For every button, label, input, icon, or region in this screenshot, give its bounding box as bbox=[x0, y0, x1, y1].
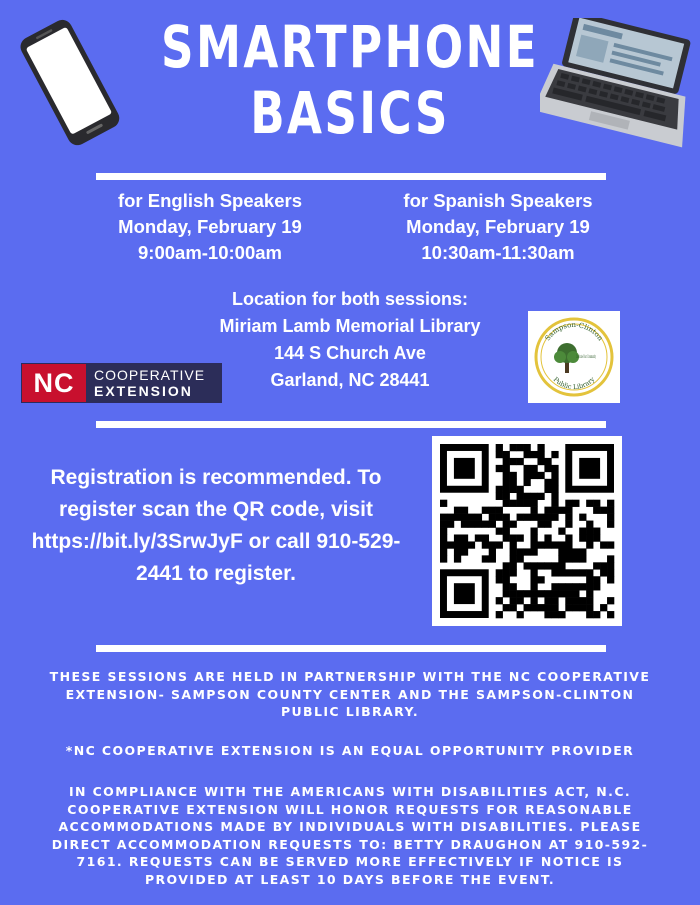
nc-cooperative-extension-logo bbox=[21, 363, 222, 403]
session-spanish bbox=[378, 188, 618, 266]
session-english-date: Monday, February 19 bbox=[118, 216, 302, 237]
location-street: 144 S Church Ave bbox=[274, 343, 426, 363]
location-heading: Location for both sessions: bbox=[231, 289, 468, 309]
registration-text: Registration is recommended. To register scan the QR code, visit https://bit.ly/3SrwJyF or call 910-529-2441 to register. bbox=[31, 466, 401, 585]
location-name: Miriam Lamb Memorial Library bbox=[219, 316, 481, 336]
session-english-audience: for English Speakers bbox=[117, 190, 303, 211]
smartphone-icon bbox=[14, 18, 124, 148]
library-seal-icon bbox=[528, 311, 620, 403]
location-city: Garland, NC 28441 bbox=[270, 370, 430, 390]
library-logo bbox=[528, 311, 620, 403]
footer-ada: IN COMPLIANCE WITH THE AMERICANS WITH DISABILITIES ACT, N.C. COOPERATIVE EXTENSION WILL HONOR REQUESTS FOR REASONABLE ACCOMMODATIONS MADE BY INDIVIDUALS WITH DISABILITIES. PLEASE DIRECT ACCOMMODATION REQUESTS TO: BETTY DRAUGHON AT 910-592-7161. REQUESTS CAN BE SERVED MORE EFFECTIVELY IF NOTICE IS PROVIDED AT LEAST 10 DAYS BEFORE THE EVENT. bbox=[51, 784, 649, 887]
nc-logo-text bbox=[86, 364, 221, 402]
qr-code-icon bbox=[432, 436, 622, 626]
session-spanish-time: 10:30am-11:30am bbox=[421, 242, 575, 263]
divider-middle bbox=[96, 421, 606, 428]
library-logo-bottom-text: Public Library bbox=[551, 375, 597, 392]
session-spanish-audience: for Spanish Speakers bbox=[403, 190, 593, 211]
library-logo-middle-text bbox=[576, 354, 596, 360]
session-spanish-date: Monday, February 19 bbox=[406, 216, 590, 237]
title-line-2: BASICS bbox=[250, 79, 450, 147]
laptop-icon bbox=[540, 18, 695, 153]
footer-equal-opportunity: *NC COOPERATIVE EXTENSION IS AN EQUAL OPPORTUNITY PROVIDER bbox=[65, 743, 635, 758]
nc-logo-line-2: EXTENSION bbox=[94, 383, 193, 399]
footer-partnership: THESE SESSIONS ARE HELD IN PARTNERSHIP WITH THE NC COOPERATIVE EXTENSION- SAMPSON COUNTY CENTER AND THE SAMPSON-CLINTON PUBLIC LIBRARY. bbox=[49, 669, 651, 719]
divider-top bbox=[96, 173, 606, 180]
library-logo-top-text: Sampson-Clinton bbox=[543, 320, 605, 343]
session-english bbox=[90, 188, 330, 266]
nc-logo-line-1: COOPERATIVE bbox=[94, 367, 206, 383]
qr-code[interactable] bbox=[432, 436, 622, 626]
divider-bottom bbox=[96, 645, 606, 652]
title-line-1: SMARTPHONE bbox=[161, 13, 539, 81]
nc-logo-mark: NC bbox=[22, 364, 86, 402]
session-english-time: 9:00am-10:00am bbox=[138, 242, 282, 263]
